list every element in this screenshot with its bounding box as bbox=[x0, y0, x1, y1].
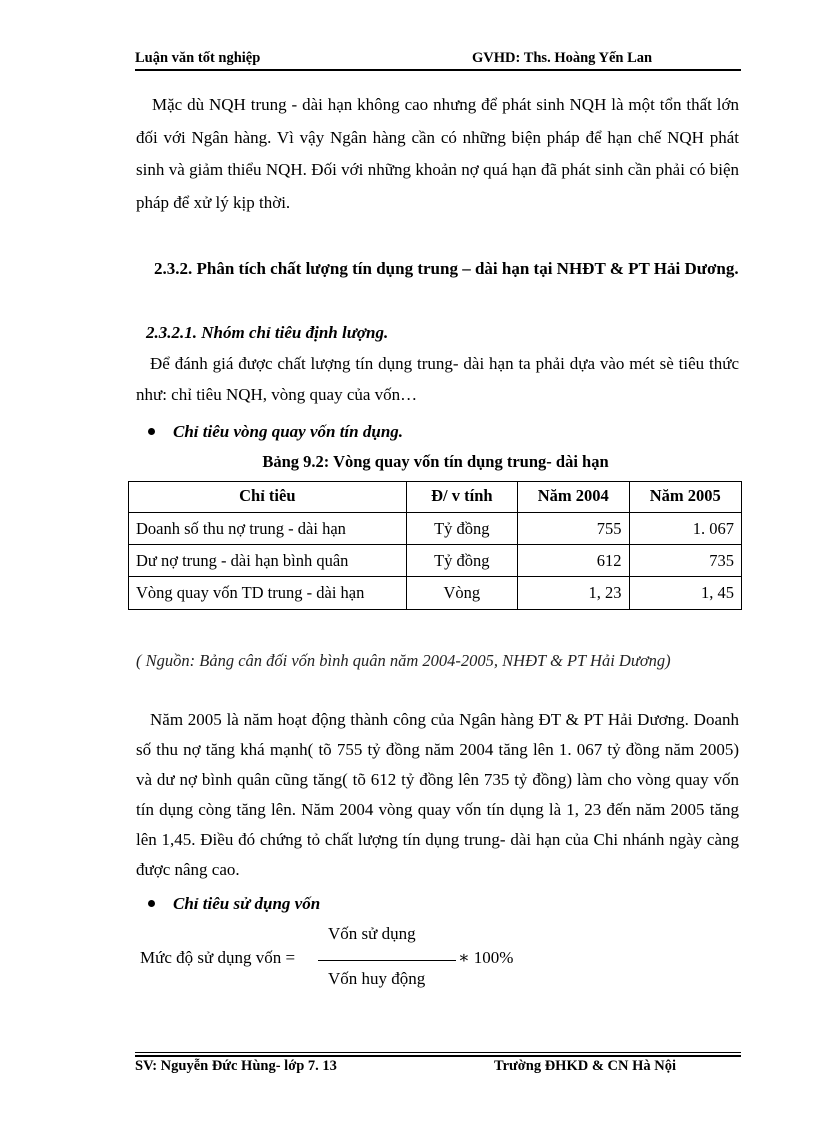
bullet-capital-turnover bbox=[148, 419, 403, 445]
col-header-2005: Năm 2005 bbox=[629, 482, 741, 513]
cell-indicator: Doanh số thu nợ trung - dài hạn bbox=[129, 513, 407, 545]
page-header bbox=[135, 50, 741, 70]
capital-usage-formula bbox=[140, 920, 540, 1000]
paragraph-turnover-analysis: Năm 2005 là năm hoạt động thành công của Ngân hàng ĐT & PT Hải Dương. Doanh số thu nợ tăng khá mạnh( tõ 755 tỷ đồng năm 2004 tăng lên 1. 067 tỷ đồng năm 2005) và dư nợ bình quân cũng tăng( tõ 612 tỷ đồng lên 735 tỷ đồng) làm cho vòng quay vốn tín dụng còng tăng lên. Năm 2004 vòng quay vốn tín dụng là 1, 23 đến năm 2005 tăng lên 1,45. Điều đó chứng tỏ chất lượng tín dụng trung- dài hạn của Chi nhánh ngày càng được nâng cao. bbox=[136, 710, 739, 879]
col-header-unit: Đ/ v tính bbox=[406, 482, 517, 513]
cell-indicator: Vòng quay vốn TD trung - dài hạn bbox=[129, 577, 407, 610]
formula-numerator: Vốn sử dụng bbox=[328, 924, 416, 943]
cell-2005: 1. 067 bbox=[629, 513, 741, 545]
bullet-dot bbox=[148, 428, 155, 435]
table-header-row bbox=[129, 482, 742, 513]
bullet-label: Chỉ tiêu sử dụng vốn bbox=[173, 894, 321, 913]
table-source-note: ( Nguồn: Bảng cân đối vốn bình quân năm 2004-2005, NHĐT & PT Hải Dương) bbox=[136, 651, 671, 670]
header-advisor: GVHD: Ths. Hoàng Yến Lan bbox=[472, 50, 653, 66]
col-header-indicator: Chỉ tiêu bbox=[129, 482, 407, 513]
formula-denominator: Vốn huy động bbox=[328, 969, 426, 988]
header-thesis-label: Luận văn tốt nghiệp bbox=[135, 50, 261, 66]
col-header-2004: Năm 2004 bbox=[518, 482, 629, 513]
fraction-bar bbox=[318, 960, 456, 961]
subsection-heading: 2.3.2.1. Nhóm chỉ tiêu định lượng. bbox=[146, 323, 389, 342]
table-caption: Bảng 9.2: Vòng quay vốn tín dụng trung- dài hạn bbox=[262, 452, 609, 471]
bullet-dot bbox=[148, 900, 155, 907]
formula-multiplier: ∗ 100% bbox=[458, 948, 514, 967]
paragraph-criteria-intro: Để đánh giá được chất lượng tín dụng trung- dài hạn ta phải dựa vào mét sè tiêu thức như: chỉ tiêu NQH, vòng quay của vốn… bbox=[136, 354, 739, 404]
cell-indicator: Dư nợ trung - dài hạn bình quân bbox=[129, 545, 407, 577]
page-footer bbox=[135, 1058, 741, 1078]
footer-student: SV: Nguyễn Đức Hùng- lớp 7. 13 bbox=[135, 1058, 337, 1074]
table-row bbox=[129, 513, 742, 545]
footer-divider-thick bbox=[135, 1055, 741, 1057]
cell-2005: 1, 45 bbox=[629, 577, 741, 610]
cell-unit: Tỷ đồng bbox=[406, 545, 517, 577]
table-row bbox=[129, 577, 742, 610]
cell-2004: 1, 23 bbox=[518, 577, 629, 610]
cell-2005: 735 bbox=[629, 545, 741, 577]
cell-2004: 755 bbox=[518, 513, 629, 545]
footer-divider-thin bbox=[135, 1052, 741, 1053]
header-divider bbox=[135, 69, 741, 71]
cell-unit: Vòng bbox=[406, 577, 517, 610]
turnover-table bbox=[128, 481, 742, 610]
paragraph-npl-measures: Mặc dù NQH trung - dài hạn không cao nhưng để phát sinh NQH là một tổn thất lớn đối với Ngân hàng. Vì vậy Ngân hàng cần có những biện pháp để hạn chế NQH phát sinh và giảm thiểu NQH. Đối với những khoản nợ quá hạn đã phát sinh cần phải có biện pháp để xử lý kịp thời. bbox=[136, 95, 739, 212]
footer-university: Trường ĐHKD & CN Hà Nội bbox=[494, 1058, 677, 1074]
formula-lhs: Mức độ sử dụng vốn = bbox=[140, 948, 296, 967]
bullet-capital-usage bbox=[148, 891, 320, 917]
cell-2004: 612 bbox=[518, 545, 629, 577]
table-row bbox=[129, 545, 742, 577]
bullet-label: Chỉ tiêu vòng quay vốn tín dụng. bbox=[173, 422, 404, 441]
section-heading: 2.3.2. Phân tích chất lượng tín dụng trung – dài hạn tại NHĐT & PT Hải Dương. bbox=[154, 259, 739, 278]
cell-unit: Tỷ đồng bbox=[406, 513, 517, 545]
